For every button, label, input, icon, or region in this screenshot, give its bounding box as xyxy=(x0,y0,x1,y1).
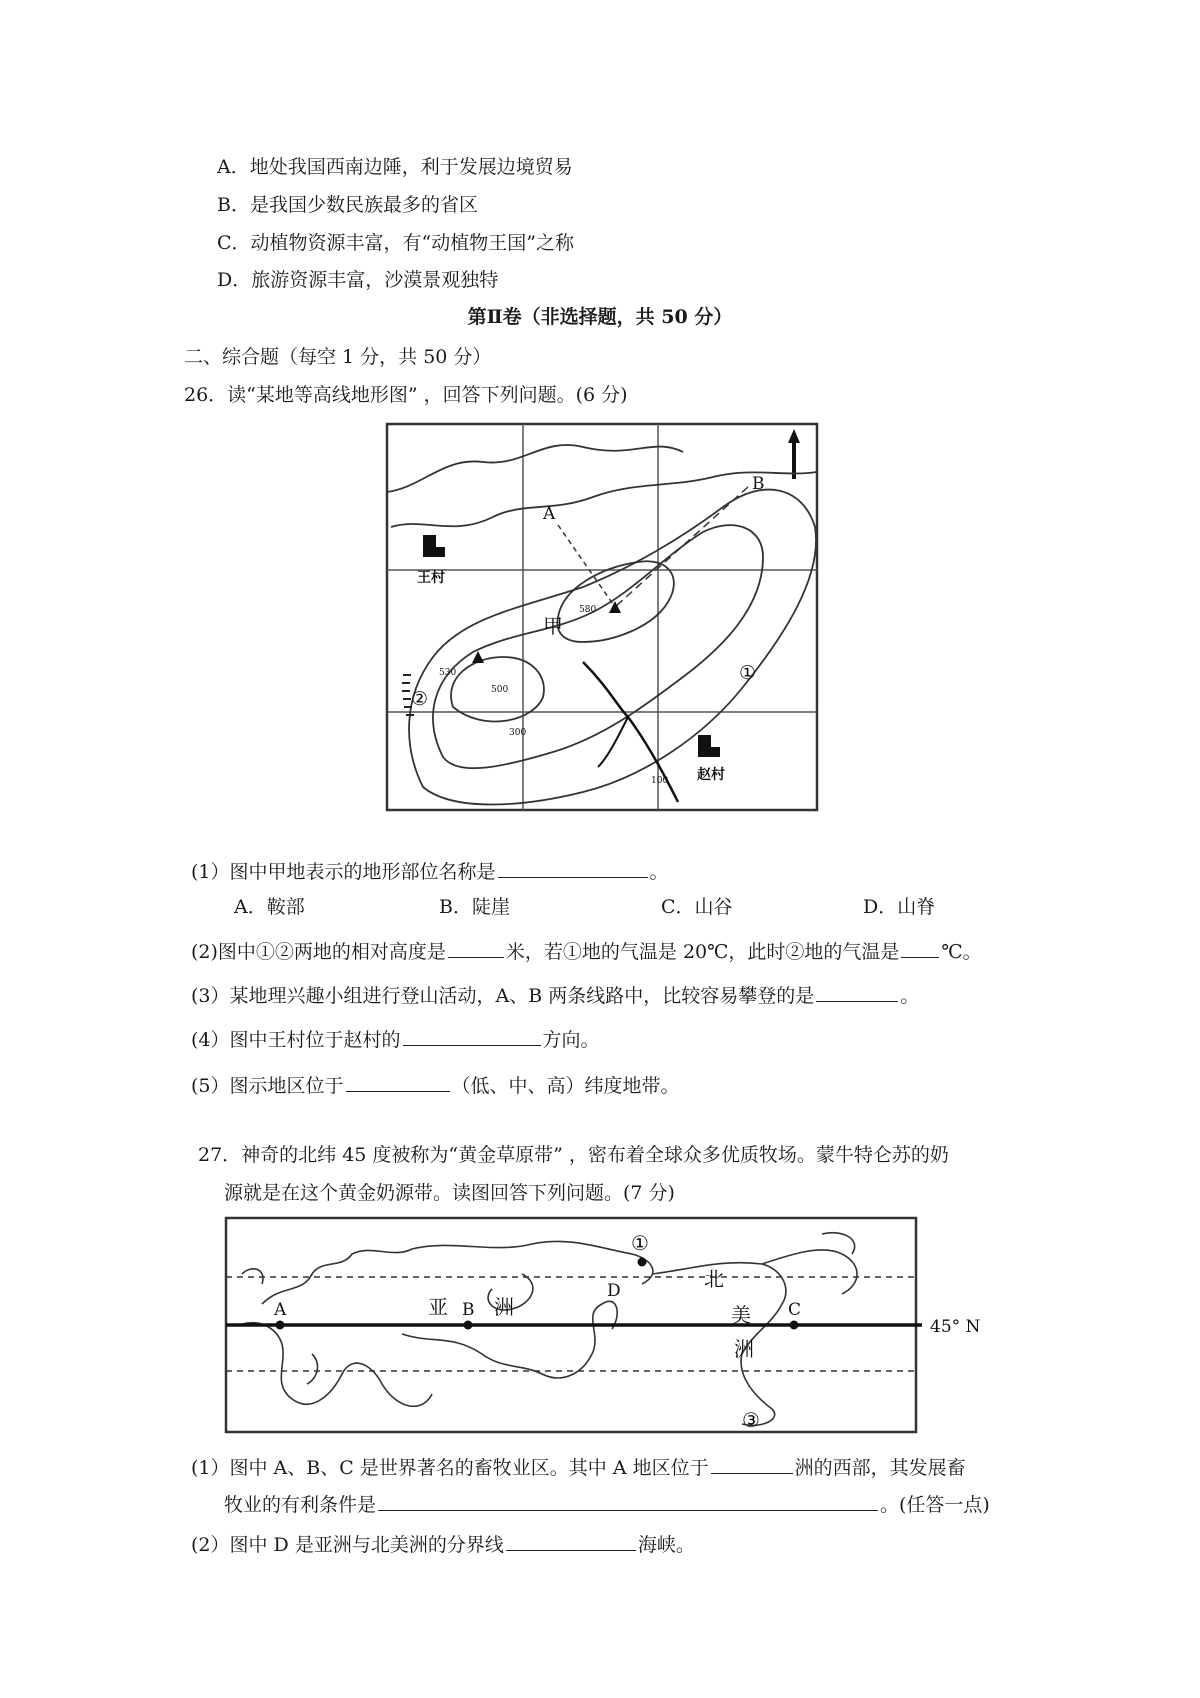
q26-part-4 xyxy=(191,1025,600,1054)
q25-option-c: C．动植物资源丰富，有“动植物王国”之称 xyxy=(217,232,574,254)
q26-part-2-blank-2[interactable] xyxy=(901,937,939,958)
point-label-2: ② xyxy=(411,688,429,710)
q27-part-1-line-2 xyxy=(224,1490,990,1519)
height-label-100: 100 xyxy=(651,776,669,786)
zhao-village-icon xyxy=(698,735,720,757)
q27-part-1-line-1 xyxy=(191,1453,966,1482)
q26-part-3 xyxy=(191,981,919,1010)
q27-part-2-text: (2）图中 D 是亚洲与北美洲的分界线 xyxy=(191,1534,504,1556)
height-label-300: 300 xyxy=(509,728,527,738)
point-c-marker xyxy=(790,1321,799,1330)
q25-option-b: B．是我国少数民族最多的省区 xyxy=(217,194,478,216)
route-label-b: B xyxy=(752,474,765,494)
map-label-c: C xyxy=(788,1300,802,1320)
q27-part-1-blank-1[interactable] xyxy=(711,1453,793,1474)
q26-choice-b: B．陡崖 xyxy=(439,896,510,918)
north-arrow-icon xyxy=(788,429,800,479)
q27-part-2-blank[interactable] xyxy=(506,1530,636,1551)
point-b-marker xyxy=(464,1321,473,1330)
wang-village-icon xyxy=(423,535,445,557)
q27-part-2-end: 海峡。 xyxy=(637,1534,695,1556)
q26-part-2-text-2: 米，若①地的气温是 20℃，此时②地的气温是 xyxy=(505,941,900,963)
q27-part-1-text: (1）图中 A、B、C 是世界著名的畜牧业区。其中 A 地区位于 xyxy=(191,1457,709,1479)
map-label-circle-1: ① xyxy=(631,1231,649,1255)
q26-part-5-text: (5）图示地区位于 xyxy=(191,1075,344,1097)
q25-option-d: D．旅游资源丰富，沙漠景观独特 xyxy=(217,269,499,291)
q26-part-5-end: （低、中、高）纬度地带。 xyxy=(451,1075,680,1097)
q26-part-4-end: 方向。 xyxy=(542,1029,600,1051)
west-peak-marker xyxy=(472,651,484,663)
asia-label-1: 亚 xyxy=(428,1295,448,1319)
q26-part-2 xyxy=(191,937,982,966)
q26-part-2-blank-1[interactable] xyxy=(448,937,504,958)
zhao-village-label: 赵村 xyxy=(697,767,725,783)
q26-part-5-blank[interactable] xyxy=(346,1071,450,1092)
q26-part-1 xyxy=(191,857,669,886)
section-title: 第Ⅱ卷（非选择题，共 50 分） xyxy=(467,306,733,328)
q27-part-1-text-3: 牧业的有利条件是 xyxy=(224,1494,377,1516)
q26-part-3-text: (3）某地理兴趣小组进行登山活动，A、B 两条线路中，比较容易攀登的是 xyxy=(191,985,815,1007)
height-label-500: 500 xyxy=(491,685,509,695)
route-label-a: A xyxy=(543,504,556,524)
q26-part-2-end: ℃。 xyxy=(941,941,982,963)
section-heading: 二、综合题（每空 1 分，共 50 分） xyxy=(184,346,492,368)
north-america-label-3: 洲 xyxy=(734,1337,754,1361)
north-america-label-2: 美 xyxy=(731,1303,751,1327)
map-label-a: A xyxy=(274,1300,287,1320)
q27-part-2 xyxy=(191,1530,695,1559)
q27-part-1-end: 。(任答一点) xyxy=(880,1494,990,1516)
map-label-d: D xyxy=(607,1281,621,1301)
contour-map xyxy=(383,417,823,819)
point-a-marker xyxy=(276,1321,285,1330)
q26-part-2-text: (2)图中①②两地的相对高度是 xyxy=(191,941,446,963)
world-map xyxy=(222,1214,982,1436)
q26-part-4-blank[interactable] xyxy=(403,1025,541,1046)
map-label-b: B xyxy=(462,1300,475,1320)
q26-part-3-end: 。 xyxy=(900,985,920,1007)
q26-choice-a: A．鞍部 xyxy=(234,896,305,918)
q27-part-1-text-2: 洲的西部，其发展畜 xyxy=(794,1457,966,1479)
q26-part-1-end: 。 xyxy=(649,861,669,883)
q27-part-1-blank-2[interactable] xyxy=(378,1490,878,1511)
q26-part-1-blank[interactable] xyxy=(498,857,648,878)
point-1-marker xyxy=(638,1258,647,1267)
q26-choice-c: C．山谷 xyxy=(661,896,733,918)
q25-option-a: A．地处我国西南边陲，利于发展边境贸易 xyxy=(217,156,573,178)
label-jia: 甲 xyxy=(543,614,563,638)
height-label-580: 580 xyxy=(579,605,597,615)
asia-label-2: 洲 xyxy=(494,1295,514,1319)
q26-stem: 26．读“某地等高线地形图” ，回答下列问题。(6 分) xyxy=(184,384,628,406)
q26-part-4-text: (4）图中王村位于赵村的 xyxy=(191,1029,401,1051)
q27-stem-line-2: 源就是在这个黄金奶源带。读图回答下列问题。(7 分) xyxy=(224,1182,675,1204)
height-label-530: 530 xyxy=(439,668,457,678)
north-america-label-1: 北 xyxy=(704,1267,724,1291)
q27-stem-line-1: 27．神奇的北纬 45 度被称为“黄金草原带” ，密布着全球众多优质牧场。蒙牛特仑苏的奶 xyxy=(198,1144,949,1166)
map-label-circle-3: ③ xyxy=(742,1408,760,1432)
q26-choice-d: D．山脊 xyxy=(863,896,936,918)
q26-part-5 xyxy=(191,1071,680,1100)
wang-village-label: 王村 xyxy=(417,570,445,586)
q26-part-3-blank[interactable] xyxy=(816,981,898,1002)
latitude-label: 45° N xyxy=(930,1317,981,1337)
point-label-1: ① xyxy=(739,662,757,684)
q26-part-1-text: (1）图中甲地表示的地形部位名称是 xyxy=(191,861,496,883)
